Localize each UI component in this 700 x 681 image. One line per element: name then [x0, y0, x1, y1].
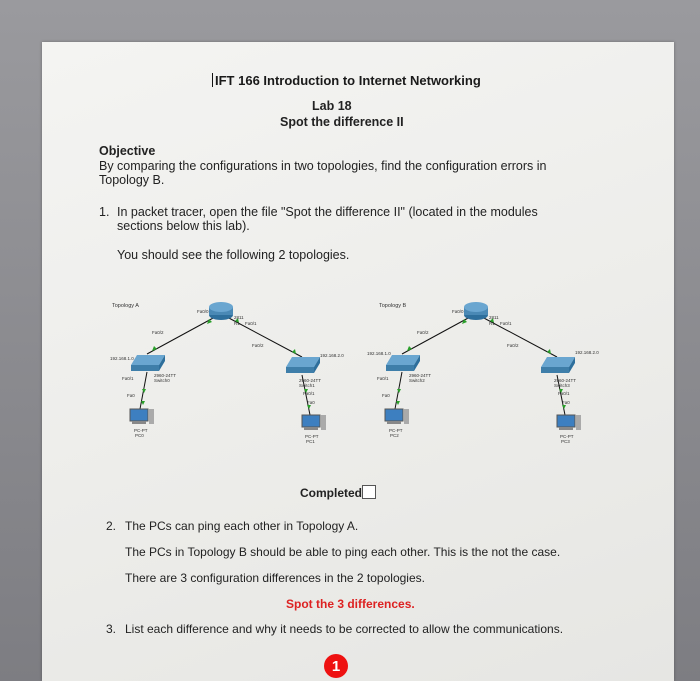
- left-switch-port: Fa0/1: [377, 376, 389, 381]
- router-port-left: Fa0/0: [197, 309, 209, 314]
- left-pc-port: Fa0: [127, 393, 135, 398]
- step2-highlight: Spot the 3 differences.: [286, 597, 415, 611]
- topology-diagram: [102, 297, 602, 472]
- step2-number: 2.: [106, 519, 117, 533]
- router-model: 2811: [234, 315, 244, 320]
- subnet-left: 192.168.1.0: [110, 356, 134, 361]
- objective-text-line2: Topology B.: [99, 173, 165, 187]
- link-router-switch2: [402, 317, 470, 354]
- switch-icon: [286, 357, 320, 373]
- objective-heading: Objective: [99, 144, 156, 158]
- step1-text-line1: In packet tracer, open the file "Spot the difference II" (located in the modules: [117, 205, 538, 219]
- subnet-right: 192.168.2.0: [575, 350, 599, 355]
- left-switch-model: 2960-24TT: [409, 373, 432, 378]
- link-status-up: [307, 405, 311, 409]
- right-switch-name: Switch3: [554, 383, 570, 388]
- left-switch-port: Fa0/1: [122, 376, 134, 381]
- link-router-switch0: [147, 317, 215, 354]
- switch-icon: [541, 357, 575, 373]
- step2-text-line3: There are 3 configuration differences in the 2 topologies.: [125, 571, 425, 585]
- right-pc-name: PC3: [561, 439, 570, 444]
- lab-number: Lab 18: [312, 99, 352, 113]
- step3-text-line1: List each difference and why it needs to be corrected to allow the communications.: [125, 622, 564, 636]
- right-link-port: Fa0/2: [507, 343, 519, 348]
- link-status-up: [142, 389, 146, 393]
- router-port-right: Fa0/1: [245, 321, 257, 326]
- document-page: [42, 42, 674, 681]
- pc-icon: [302, 415, 326, 430]
- right-pc-name: PC1: [306, 439, 315, 444]
- pc-icon: [130, 409, 154, 424]
- step1-text-line3: You should see the following 2 topologies.: [117, 248, 350, 262]
- router-port-right: Fa0/1: [500, 321, 512, 326]
- right-switch-model: 2960-24TT: [554, 378, 577, 383]
- right-pc-type: PC-PT: [560, 434, 574, 439]
- left-switch-model: 2960-24TT: [154, 373, 177, 378]
- number-badge: 1: [324, 654, 348, 678]
- right-switch-model: 2960-24TT: [299, 378, 322, 383]
- course-title-text: IFT 166 Introduction to Internet Networking: [215, 73, 481, 88]
- link-status-up: [397, 389, 401, 393]
- left-switch-name: Switch2: [409, 378, 425, 383]
- left-pc-name: PC2: [390, 433, 399, 438]
- subnet-right: 192.168.2.0: [320, 353, 344, 358]
- link-status-up: [562, 405, 566, 409]
- topology-a: [110, 302, 344, 444]
- left-pc-name: PC0: [135, 433, 144, 438]
- topology-b-title: Topology B: [379, 303, 407, 309]
- left-pc-type: PC-PT: [134, 428, 148, 433]
- text-cursor: [212, 73, 213, 87]
- step2-text-line1: The PCs can ping each other in Topology A.: [125, 519, 359, 533]
- left-link-port: Fa0/2: [417, 330, 429, 335]
- router-port-left: Fa0/0: [452, 309, 464, 314]
- right-switch-port: Fa0/1: [303, 391, 315, 396]
- lab-title: Spot the difference II: [280, 115, 404, 129]
- right-pc-type: PC-PT: [305, 434, 319, 439]
- subnet-left: 192.168.1.0: [367, 351, 391, 356]
- left-link-port: Fa0/2: [152, 330, 164, 335]
- right-switch-port: Fa0/1: [558, 391, 570, 396]
- switch-icon: [131, 355, 165, 371]
- router-model: 2811: [489, 315, 499, 320]
- left-pc-port: Fa0: [382, 393, 390, 398]
- step1-number: 1.: [99, 205, 110, 219]
- switch-icon: [386, 355, 420, 371]
- step3-number: 3.: [106, 622, 117, 636]
- router-icon: [209, 302, 233, 320]
- objective-text-line1: By comparing the configurations in two topologies, find the configuration errors in: [99, 159, 547, 173]
- step1-text-line2: sections below this lab).: [117, 219, 250, 233]
- pc-icon: [557, 415, 581, 430]
- step2-text-line2: The PCs in Topology B should be able to ping each other. This is the not the case.: [125, 545, 561, 559]
- right-pc-port: Fa0: [562, 400, 570, 405]
- router-icon: [464, 302, 488, 320]
- topology-b: [367, 302, 599, 444]
- pc-icon: [385, 409, 409, 424]
- topology-a-title: Topology A: [112, 303, 139, 309]
- router-name: R1: [234, 321, 240, 326]
- course-title: [212, 73, 481, 88]
- router-name: R1: [489, 321, 495, 326]
- completed-label: Completed: [300, 486, 363, 500]
- right-pc-port: Fa0: [307, 400, 315, 405]
- left-switch-name: Switch0: [154, 378, 170, 383]
- right-switch-name: Switch1: [299, 383, 315, 388]
- left-pc-type: PC-PT: [389, 428, 403, 433]
- completed-checkbox[interactable]: [362, 485, 376, 499]
- right-link-port: Fa0/2: [252, 343, 264, 348]
